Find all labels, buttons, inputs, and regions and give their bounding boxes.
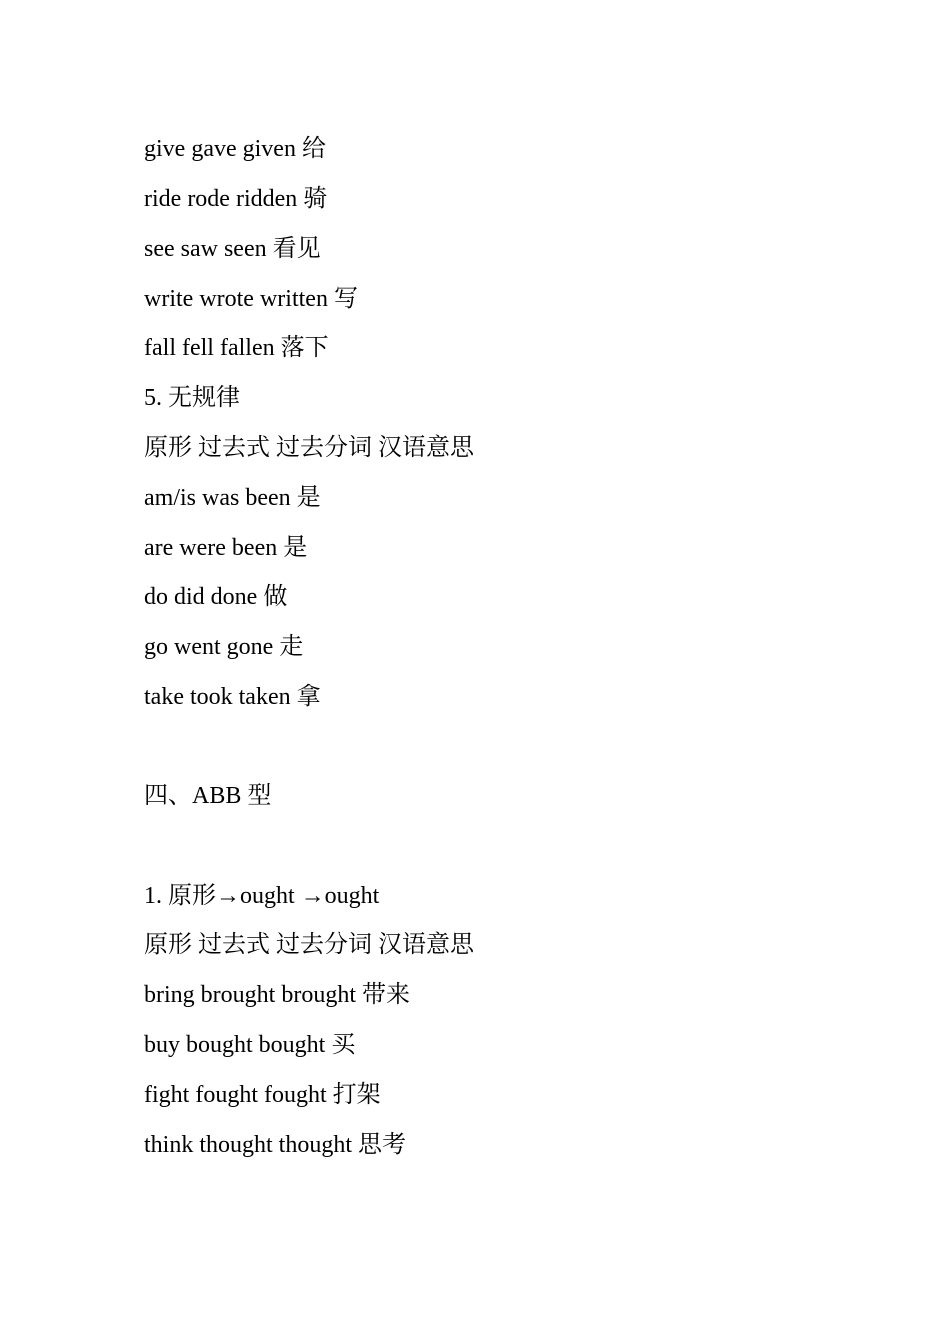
verb-row-bring: bring brought brought 带来 — [144, 982, 410, 1008]
column-header-row: 原形 过去式 过去分词 汉语意思 — [144, 435, 474, 461]
verb-row-ride: ride rode ridden 骑 — [144, 186, 328, 212]
verb-row-fight: fight fought fought 打架 — [144, 1082, 381, 1108]
verb-row-do: do did done 做 — [144, 584, 288, 610]
section-heading-abb: 四、ABB 型 — [144, 783, 272, 809]
verb-row-give: give gave given 给 — [144, 136, 326, 162]
verb-row-write: write wrote written 写 — [144, 286, 358, 312]
verb-row-buy: buy bought bought 买 — [144, 1032, 356, 1058]
column-header-row: 原形 过去式 过去分词 汉语意思 — [144, 932, 474, 958]
verb-row-think: think thought thought 思考 — [144, 1132, 407, 1158]
verb-row-are: are were been 是 — [144, 535, 308, 561]
verb-row-go: go went gone 走 — [144, 634, 304, 660]
subsection-heading-irregular: 5. 无规律 — [144, 385, 240, 411]
subsection-heading-ought: 1. 原形→ought →ought — [144, 883, 380, 909]
verb-row-take: take took taken 拿 — [144, 684, 321, 710]
verb-row-am-is: am/is was been 是 — [144, 485, 321, 511]
verb-row-fall: fall fell fallen 落下 — [144, 335, 329, 361]
verb-row-see: see saw seen 看见 — [144, 236, 321, 262]
